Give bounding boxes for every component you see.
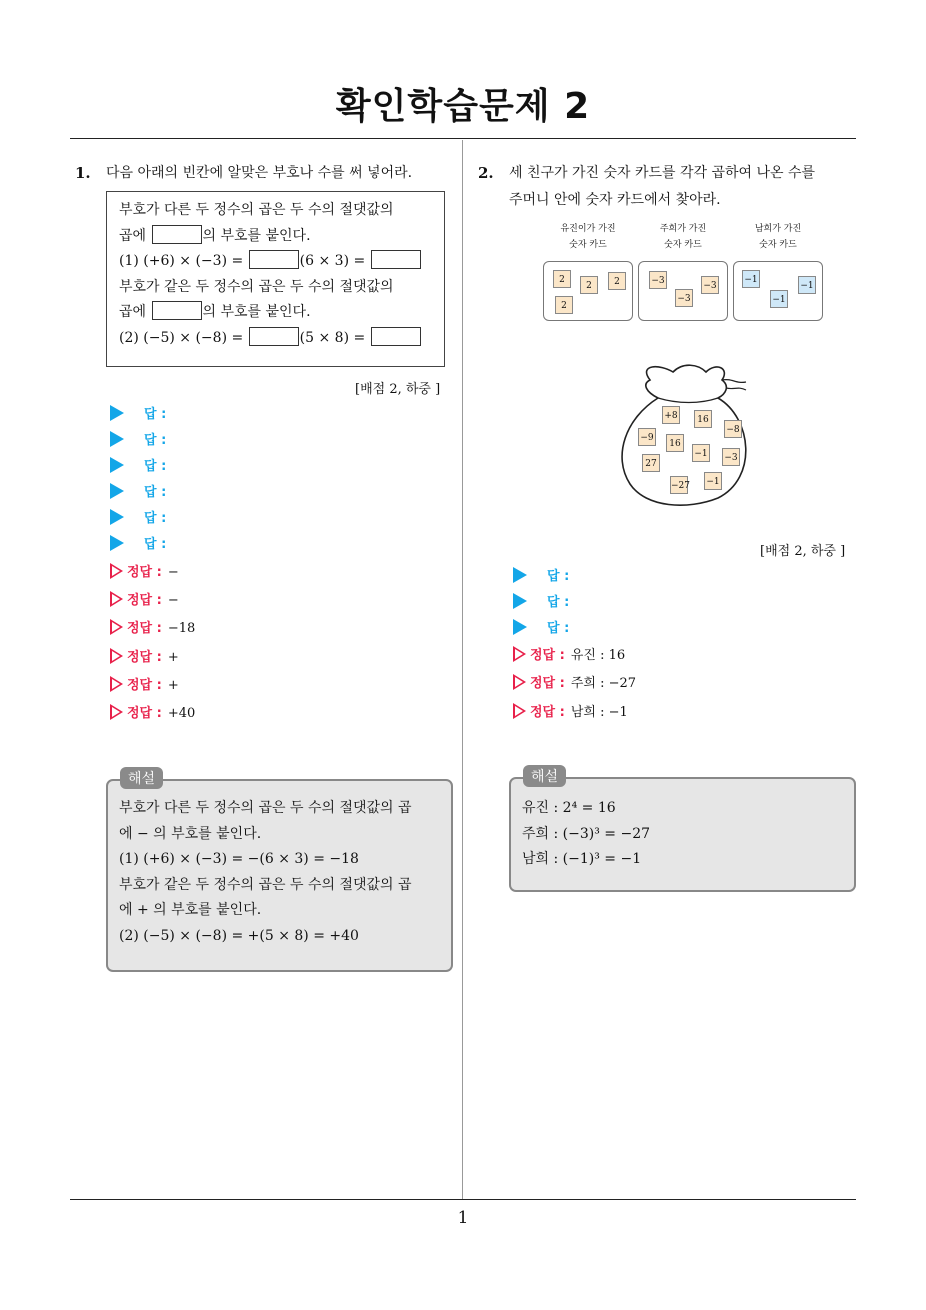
- page-number: 1: [457, 1208, 469, 1228]
- q1-answer-row: 답 :: [110, 431, 166, 451]
- play-icon: [110, 483, 124, 499]
- number-card: −8: [724, 420, 742, 438]
- number-card: 2: [555, 296, 573, 314]
- number-card: −3: [722, 448, 740, 466]
- footer-divider: [70, 1199, 856, 1200]
- number-card: −1: [704, 472, 722, 490]
- play-icon: [110, 405, 124, 421]
- number-card: −1: [770, 290, 788, 308]
- column-divider: [462, 140, 463, 1200]
- number-card: −1: [798, 276, 816, 294]
- play-icon: [513, 593, 527, 609]
- q2-explanation-box: [509, 777, 856, 892]
- number-card: −27: [670, 476, 688, 494]
- outline-triangle-icon: [110, 563, 123, 579]
- q1-score: [배점 2, 하중 ]: [355, 382, 441, 397]
- q1-explanation-box: [106, 779, 453, 972]
- q2-correct-row: 정답 : 유진 : 16: [513, 646, 625, 666]
- explanation-line: 부호가 다른 두 정수의 곱은 두 수의 절댓값의 곱: [119, 800, 412, 816]
- q2-explanation-tag: 해설: [523, 765, 566, 787]
- blank-input[interactable]: [371, 327, 421, 346]
- number-card: −3: [675, 289, 693, 307]
- play-icon: [110, 431, 124, 447]
- page-title: 확인학습문제 2: [335, 86, 591, 127]
- q1-correct-row: 정답 : +: [110, 648, 179, 668]
- outline-triangle-icon: [110, 676, 123, 692]
- card-group-namhee: [733, 261, 823, 321]
- number-card: −1: [742, 270, 760, 288]
- q1-box-line5: 곱에 의 부호를 붙인다.: [119, 300, 432, 326]
- q1-box-line2: 곱에 의 부호를 붙인다.: [119, 224, 432, 250]
- q2-answer-row: 답 :: [513, 593, 569, 613]
- outline-triangle-icon: [110, 648, 123, 664]
- explanation-line: 에 − 의 부호를 붙인다.: [119, 825, 262, 842]
- outline-triangle-icon: [513, 646, 526, 662]
- q2-score: [배점 2, 하중 ]: [760, 544, 846, 559]
- number-card: −9: [638, 428, 656, 446]
- outline-triangle-icon: [513, 703, 526, 719]
- q2-correct-row: 정답 : 주희 : −27: [513, 674, 636, 694]
- card-group-label: 남희가 가진 숫자 카드: [754, 224, 802, 250]
- q1-explanation-tag: 해설: [120, 767, 163, 789]
- q1-correct-row: 정답 : +40: [110, 704, 195, 724]
- blank-input[interactable]: [249, 250, 299, 269]
- number-card: 27: [642, 454, 660, 472]
- outline-triangle-icon: [513, 674, 526, 690]
- q1-answer-row: 답 :: [110, 535, 166, 555]
- card-group-label: 주희가 가진 숫자 카드: [659, 224, 707, 250]
- explanation-line: 유진 : 2⁴ = 16: [522, 800, 616, 816]
- q1-rule-box: [106, 191, 445, 367]
- q2-correct-row: 정답 : 남희 : −1: [513, 703, 628, 723]
- pouch-cards: [618, 358, 758, 508]
- q1-box-line1: 부호가 다른 두 정수의 곱은 두 수의 절댓값의: [119, 202, 394, 218]
- number-card: 2: [580, 276, 598, 294]
- q1-answer-row: 답 :: [110, 483, 166, 503]
- q2-prompt: 세 친구가 가진 숫자 카드를 각각 곱하여 나온 수를 주머니 안에 숫자 카드에서 찾아라.: [509, 165, 816, 208]
- card-group-label: 유진이가 가진 숫자 카드: [560, 224, 616, 250]
- number-card: 2: [608, 272, 626, 290]
- card-group-yujin: [543, 261, 633, 321]
- play-icon: [110, 535, 124, 551]
- number-card: +8: [662, 406, 680, 424]
- explanation-line: (2) (−5) × (−8) = +(5 × 8) = +40: [119, 927, 359, 944]
- q2-answer-row: 답 :: [513, 567, 569, 587]
- q1-number: 1.: [75, 164, 91, 182]
- play-icon: [513, 619, 527, 635]
- explanation-line: (1) (+6) × (−3) = −(6 × 3) = −18: [119, 851, 359, 867]
- play-icon: [513, 567, 527, 583]
- number-card: −1: [692, 444, 710, 462]
- outline-triangle-icon: [110, 619, 123, 635]
- card-group-juhee: [638, 261, 728, 321]
- blank-input[interactable]: [249, 327, 299, 346]
- number-card: 2: [553, 270, 571, 288]
- number-card: −3: [701, 276, 719, 294]
- q1-box-line3: (1) (+6) × (−3) = (6 × 3) =: [119, 249, 432, 275]
- play-icon: [110, 457, 124, 473]
- q1-correct-row: 정답 : +: [110, 676, 179, 696]
- explanation-line: 남희 : (−1)³ = −1: [522, 851, 642, 867]
- outline-triangle-icon: [110, 591, 123, 607]
- outline-triangle-icon: [110, 704, 123, 720]
- q1-box-line4: 부호가 같은 두 정수의 곱은 두 수의 절댓값의: [119, 278, 394, 295]
- q1-prompt: 다음 아래의 빈칸에 알맞은 부호나 수를 써 넣어라.: [106, 165, 413, 181]
- q2-answer-row: 답 :: [513, 619, 569, 639]
- q1-answer-row: 답 :: [110, 509, 166, 529]
- number-card: −3: [649, 271, 667, 289]
- number-card: 16: [694, 410, 712, 428]
- q1-correct-row: 정답 : −: [110, 591, 179, 611]
- number-card: 16: [666, 434, 684, 452]
- explanation-line: 에 + 의 부호를 붙인다.: [119, 902, 262, 918]
- blank-input[interactable]: [152, 225, 202, 244]
- q1-correct-row: 정답 : −: [110, 563, 179, 583]
- q1-box-line6: (2) (−5) × (−8) = (5 × 8) =: [119, 326, 432, 352]
- blank-input[interactable]: [152, 301, 202, 320]
- q1-answer-row: 답 :: [110, 405, 166, 425]
- explanation-line: 부호가 같은 두 정수의 곱은 두 수의 절댓값의 곱: [119, 876, 412, 893]
- title-divider: [70, 138, 856, 139]
- explanation-line: 주희 : (−3)³ = −27: [522, 825, 651, 842]
- q1-correct-row: 정답 : −18: [110, 619, 195, 639]
- play-icon: [110, 509, 124, 525]
- q2-number: 2.: [478, 164, 494, 182]
- q1-answer-row: 답 :: [110, 457, 166, 477]
- blank-input[interactable]: [371, 250, 421, 269]
